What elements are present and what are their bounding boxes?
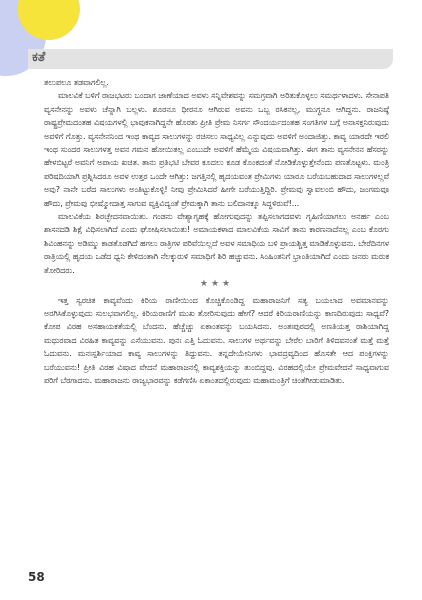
section-title: ಕತೆ: [32, 50, 46, 65]
section-separator: ★★★: [199, 279, 234, 290]
page-number: 58: [28, 570, 45, 584]
paragraph: ಮಾಲವಿಕೆಯ ಶಿರಚ್ಛೇದನವಾಯಿತು. ಗಂಡನು ವೇಶ್ಯಾಗೃಹಕ್ಕೆ ಹೋಗುವುದನ್ನು ತಪ್ಪಿಸಲಾಗದವಳು ಗೃಹಿಣಿಯಾಗಲು ಅನರ್ಹ ಎಂಬ ಶಾಸನದಡಿ ಶಿಕ್ಷೆ ವಿಧಿಸಲಾಗಿದೆ ಎಂದು ಘೋಷಿಸಲಾಯಿತು! ಅಮಾಯಕಳಾದ ಮಾಲವಿಕೆಯ ಸಾವಿಗೆ ತಾನು ಕಾರಣನಾದೆನಲ್ಲ ಎಂಬ ಕೊರಗು ಶಿವಿಂಹನನ್ನು ಅಡಿಮ್ಮು ಕಾಡತೊಡಗಿದೆ ಹಗಲು ರಾತ್ರಿಗಳ ಪರಿವೆಯಿಲ್ಲದೆ ಅವಳ ಸಮಾಧಿಯ ಬಳಿ ಪ್ರಾಯಶ್ಚಿತ್ತ ಮಾಡಿಕೊಳ್ಳುವನು. ಬೇರೆದಿನಗಳ ರಾತ್ರಿಯಲ್ಲಿ ಹೃದಯ ಒಡೆದ ಧ್ವನಿ ಕೇಳಿದಂತಾಗಿ ನೆಲಕ್ಕುರುಳಿ ಸಮಾಧಿಗೆ ಶಿರಿ ಹಚ್ಚುವನು. ಸಿಂಹಿಂತನಿಗೆ ಭ್ರಾಂತಿಯಾಗಿದೆ ಎಂದು ಜನರು ಮರುಕ ತೋರಿದರು.: [44, 211, 389, 275]
paragraph: ತಲುಪಲೂ ತಡವಾಗಲಿಲ್ಲ.: [44, 77, 109, 87]
story-body: [44, 76, 389, 387]
paragraph: ಇತ್ತ ಸ್ವರಚಿತ ಕಾವ್ಯವೆಂದು ಕಿರಿಯ ರಾಣೀಯಿಂದ ಕೊಚ್ಚಿಕೊಂಡಿದ್ದ ಮಹಾರಾಜನಿಗೆ ಸತ್ಯ ಬಯಲಾದ ಅವಮಾನವನ್ನು ಅರಗಿಸಿಕೊಳ್ಳುವುದು ಸುಲಭವಾಗಲಿಲ್ಲ. ಕಿರಿಯರಾಣಿಗೆ ಮುಖ ತೋರಿಸುವುದು ಹೇಗೆ? ಆದರೆ ಕಿರಿಯರಾಣಿಯನ್ನು ಕಾಣದಿರುವುದು ಸಾಧ್ಯವೆ? ಕೋಪ ವಿರಹ ಅಸಹಾಯಕತೆಯಲ್ಲಿ ಬೆಂದನು. ಹೆಚ್ಚೆಚ್ಚು ಏಕಾಂತವನ್ನು ಬಯಸಿದನು. ಅಂತಃಪುರದಲ್ಲಿ ಅಣತಿಯತ್ತ ರಾಶಿಯಾಗಿದ್ದ ಮಧುರವಾದ ವಿರಹಿತ ಕಾವ್ಯವನ್ನು ಎಸೆಯುವನು. ಪುನಃ ಎತ್ತಿ ಓದುವನು. ಸಾಲುಗಳ ಅರ್ಥವನ್ನು ಬೇರೆಲ ಬಾರಿಗೆ ತಿಳಿದವನಂತೆ ಮತ್ತೆ ಮತ್ತೆ ಓದುವನು. ಮನಃಸ್ಪರ್ಶಿಯಾದ ಕಾವ್ಯ ಸಾಲುಗಳನ್ನು ತಿದ್ದುವನು. ತನ್ನದೇಯೇನಿಗಳು ಭಾವದ್ರವ್ಯದಿಂದ ಹೊಸತೇ ಆದ ಪಂಕ್ತಿಗಳನ್ನು ಬರೆಯುವನು! ಪ್ರೀತಿ ವಿರಹ ವಿಷಾದ ವೇದನೆ ಮಹಾರಾಜನಲ್ಲಿ ಕಾವ್ಯಶಕ್ತಿಯನ್ನು ತುಂಬಿದ್ದವು. ವಿರಹದಲ್ಲಿಯೇ ಪ್ರೇಮವೇದನೆ ಸಾಧ್ಯವಾಗುವ ಪರಿಗೆ ಬೆರಗಾದನು. ಮಹಾರಾಜನು ರಾಜ್ಯಭಾರವನ್ನು ಕಡೆಗಣಿಸಿ ಏಕಾಂತದಲ್ಲಿರುವುದು ಮಹಾಮಂತ್ರಿಗೆ ಚಿಂತೆಗೀಡುಮಾಡಿತು.: [44, 294, 389, 385]
paragraph: ಮಾಲವಿಕೆ ಬಳಿಗೆ ರಾಜಭಟರು ಬಂದಾಗ ಜಾಣೆಯಾದ ಅವಳು ಸನ್ನಿವೇಶವನ್ನು ಸಮಗ್ರವಾಗಿ ಅರಿತುಕೊಳ್ಳಲು ಸಮರ್ಥಳಾದಳು. ಸೇನಾಪತಿ ವ್ಯಸನೇನನ್ನು ಅವಳು ಚೆನ್ನಾಗಿ ಬಲ್ಲಳು. ಶೂರನೂ ಧೀರನೂ ಆಗಿರುವ ಅವನು ಒಬ್ಬ ರಸಿಕನಲ್ಲ, ಮುಗ್ಧನೂ ಆಗಿದ್ದನು. ರಾಜನಿಷ್ಠೆ ರಾಷ್ಟ್ರಪ್ರೇಮದಂತಹ ವಿಷಯಗಳಲ್ಲಿ ಭಾವುಕನಾಗಿದ್ದನೇ ಹೊರತು ಪ್ರೀತಿ ಪ್ರೇಮ ನಿಸರ್ಗ ಸೌಂದರ್ಯದಂತಹ ಸಂಗತಿಗಳ ಬಗ್ಗೆ ಅನಾಸಕ್ತನಿರುವುದು ಅವಳಿಗೆ ಗೊತ್ತು. ವ್ಯಸನೇನನಿಂದ ಇಂಥ ಕಾವ್ಯದ ಸಾಲುಗಳನ್ನು ರಚಿಸಲು ಸಾಧ್ಯವಿಲ್ಲ ಎನ್ನುವುದು ಅವಳಿಗೆ ಅಂದಾಜಿತ್ತು. ಕಾವ್ಯ ಯಾರದೇ ಇರಲಿ ಇಂಥ ಸುಂದರ ಸಾಲುಗಳತ್ತ ಅವನ ಗಮನ ಹೋಯಿತಲ್ಲ ಎಂಬುದೇ ಅವಳಿಗೆ ಹೆಮ್ಮೆಯ ವಿಷಯವಾಗಿತ್ತು. ಈಗ ತಾನು ವ್ಯಸನೇನನ ಹೆಸರನ್ನು ಹೇಳಬಿಟ್ಟರೆ ಅವನಿಗೆ ಅಪಾಯ ಖಚಿತ. ತಾನು ಪ್ರತಿಭಟಿ ಬೇವರ ಕೂದಲು ಕೂಡ ಕೊಂಕದಂತೆ ನೋಡಿಕೊಳ್ಳುತ್ತೇನೆಂದು ಪಣತೊಟ್ಟಳು. ಮಂತ್ರಿ ಪರಿಷದಿಯಾಗಿ ಪ್ರಶ್ನಿಸಿದರೂ ಅವಳ ಉತ್ತರ ಒಂದೇ ಆಗಿತ್ತು: ಜಗತ್ತಿನಲ್ಲಿ ಹೃದಯವಂತ ಪ್ರೇಮಿಗಳು ಯಾರೂ ಬರೆಯಬಹುದಾದ ಸಾಲುಗಳಲ್ಲವೆ ಅವು? ನಾನೇ ಬರೆದ ಸಾಲುಗಳು ಅಂತಿಟ್ಟುಕೊಳ್ಳಿ! ನೀವು ಪ್ರೇಮಿಸಿದರೆ ಹೀಗೇ ಬರೆಯುತ್ತಿದ್ದಿರಿ. ಪ್ರೇಮವು ಸ್ವಾವಲಂಬಿ ಹೌದು, ಜಂಗಮವೂ ಹೌದು, ಪ್ರೇಮವು ಭೀಷ್ಮೋದಾತ್ತ ಸಾಗುವ ವ್ಯಕ್ತಿವಿದ್ಯಂತೆ ಪ್ರೇಮಕ್ಕಾಗಿ ತಾನು ಬಲಿದಾನಕ್ಕೂ ಸಿದ್ಧಳಿರುವೆ!...: [44, 90, 389, 208]
section-header: [28, 49, 393, 69]
